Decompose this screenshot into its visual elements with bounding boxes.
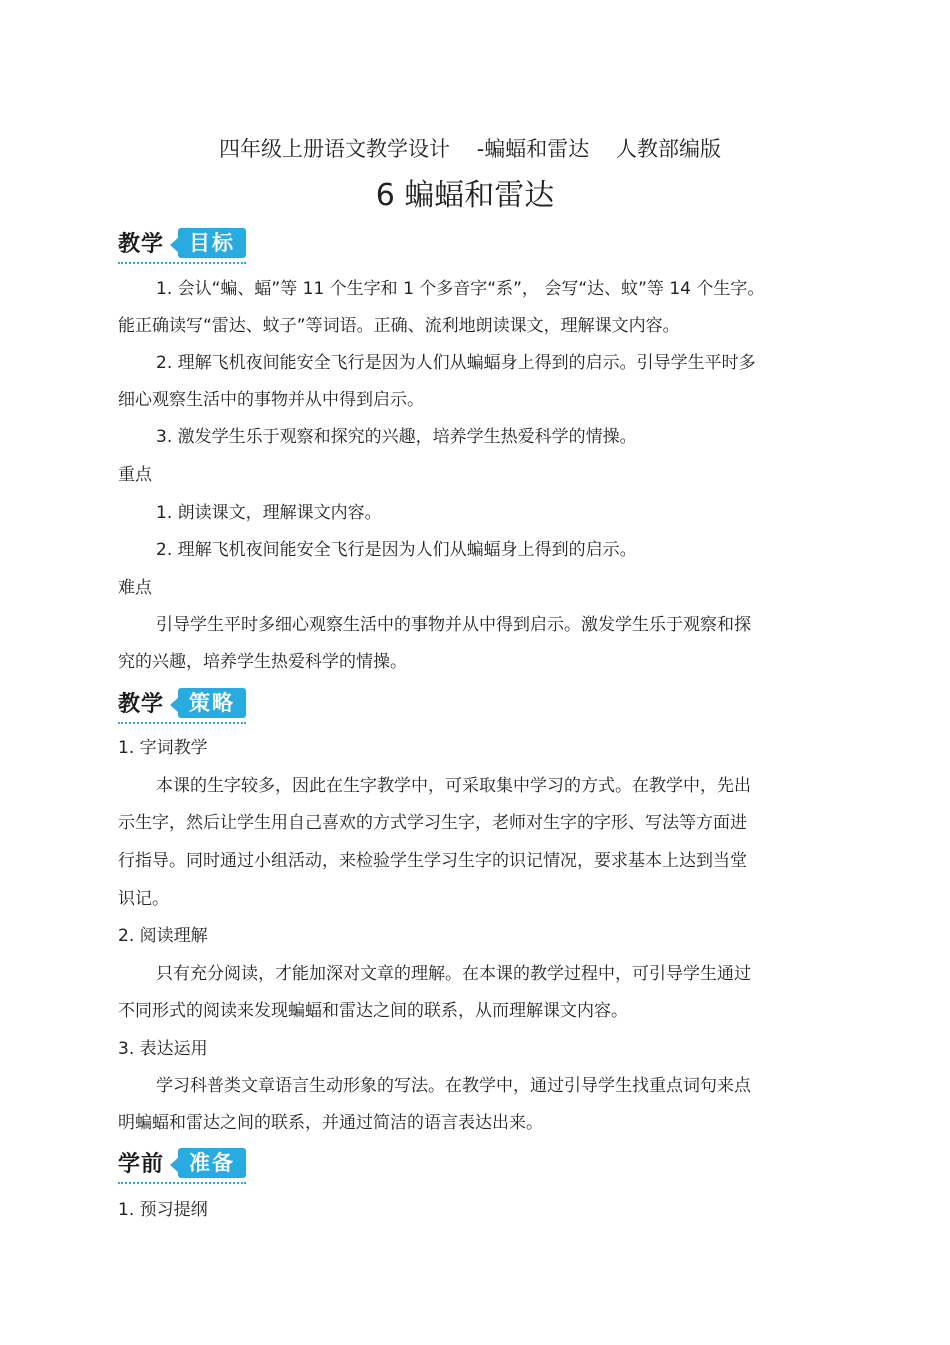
strategy-2-line-1: 只有充分阅读，才能加深对文章的理解。在本课的教学过程中，可引导学生通过	[156, 964, 751, 984]
goal-2-line-1: 2. 理解飞机夜间能安全飞行是因为人们从蝙蝠身上得到的启示。引导学生平时多	[156, 353, 756, 373]
strategy-1-line-1: 本课的生字较多，因此在生字教学中，可采取集中学习的方式。在教学中，先出	[156, 776, 751, 796]
strategy-1-line-3: 行指导。同时通过小组活动，来检验学生学习生字的识记情况，要求基本上达到当堂	[118, 851, 747, 871]
badge-underline	[118, 262, 246, 264]
badge-underline	[118, 1182, 246, 1184]
goal-2-line-2: 细心观察生活中的事物并从中得到启示。	[118, 390, 424, 410]
badge-dark-text: 教学	[118, 692, 165, 717]
document-header: 四年级上册语文教学设计 -蝙蝠和雷达 人教部编版	[219, 137, 721, 161]
goal-3: 3. 激发学生乐于观察和探究的兴趣，培养学生热爱科学的情操。	[156, 427, 637, 447]
key-point-1: 1. 朗读课文，理解课文内容。	[156, 503, 382, 523]
badge-dark-text: 学前	[118, 1152, 165, 1177]
strategy-1-heading: 1. 字词教学	[118, 738, 208, 758]
difficulty-line-1: 引导学生平时多细心观察生活中的事物并从中得到启示。激发学生乐于观察和探	[156, 615, 751, 635]
goal-1-line-1: 1. 会认“蝙、蝠”等 11 个生字和 1 个多音字“系”， 会写“达、蚊”等 14 个生字。	[156, 279, 765, 299]
goal-1-line-2: 能正确读写“雷达、蚊子”等词语。正确、流利地朗读课文，理解课文内容。	[118, 316, 680, 336]
badge-dark-text: 教学	[118, 232, 165, 257]
section-badge-goals	[118, 226, 248, 264]
strategy-2-heading: 2. 阅读理解	[118, 926, 208, 946]
difficulty-line-2: 究的兴趣，培养学生热爱科学的情操。	[118, 652, 407, 672]
badge-light-text: 目标	[178, 228, 246, 258]
lesson-title: 6 蝙蝠和雷达	[375, 178, 555, 213]
badge-light-text: 准备	[178, 1148, 246, 1178]
key-point-2: 2. 理解飞机夜间能安全飞行是因为人们从蝙蝠身上得到的启示。	[156, 540, 637, 560]
badge-underline	[118, 722, 246, 724]
badge-light-text: 策略	[178, 688, 246, 718]
difficulty-label: 难点	[118, 578, 152, 598]
section-badge-prep	[118, 1146, 248, 1184]
strategy-2-line-2: 不同形式的阅读来发现蝙蝠和雷达之间的联系，从而理解课文内容。	[118, 1001, 628, 1021]
key-points-label: 重点	[118, 465, 152, 485]
section-badge-strategy	[118, 686, 248, 724]
strategy-1-line-4: 识记。	[118, 889, 169, 909]
prep-1-heading: 1. 预习提纲	[118, 1200, 208, 1220]
strategy-3-line-2: 明蝙蝠和雷达之间的联系，并通过简洁的语言表达出来。	[118, 1113, 543, 1133]
strategy-1-line-2: 示生字，然后让学生用自己喜欢的方式学习生字，老师对生字的字形、写法等方面进	[118, 813, 747, 833]
strategy-3-line-1: 学习科普类文章语言生动形象的写法。在教学中，通过引导学生找重点词句来点	[156, 1076, 751, 1096]
strategy-3-heading: 3. 表达运用	[118, 1039, 208, 1059]
